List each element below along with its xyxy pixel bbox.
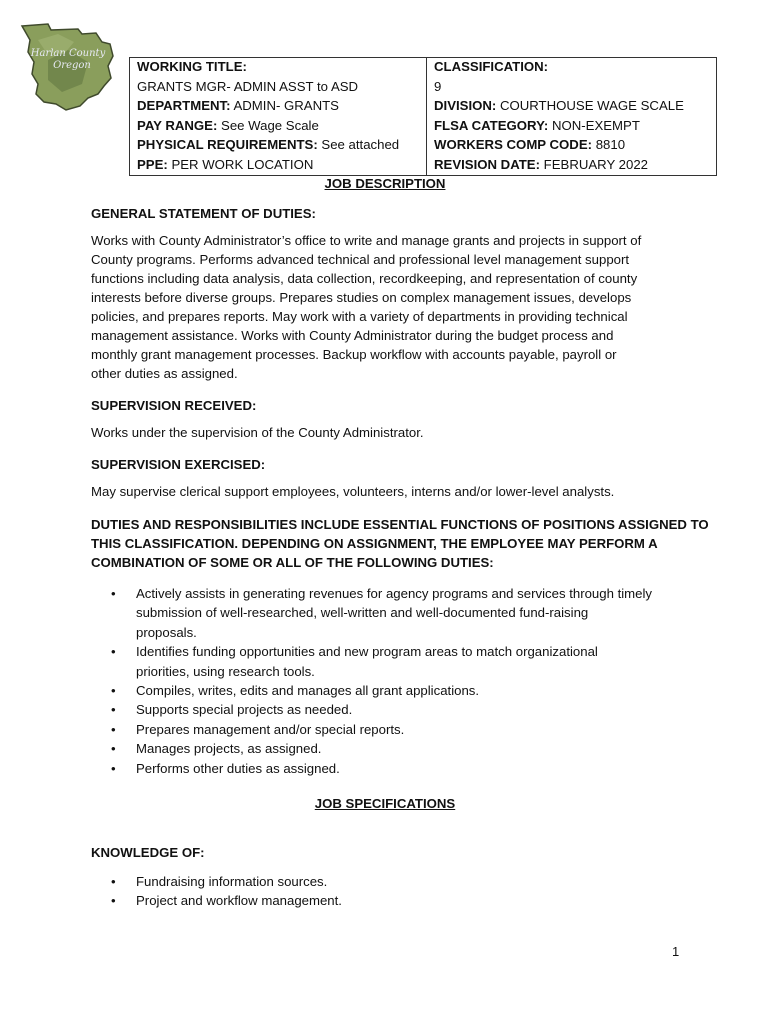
duty-line: • Identifies funding opportunities and new program areas to match organizational <box>136 644 598 660</box>
supervision-received-heading: SUPERVISION RECEIVED: <box>91 398 257 413</box>
department-label: DEPARTMENT: <box>137 98 231 113</box>
physical-requirements-label: PHYSICAL REQUIREMENTS: <box>137 137 318 152</box>
general-line: policies, and prepares reports. May work with a variety of departments in providing technical <box>91 309 628 324</box>
division-value: COURTHOUSE WAGE SCALE <box>499 98 684 113</box>
job-header-table <box>129 57 717 176</box>
job-description-title: JOB DESCRIPTION <box>324 176 446 191</box>
duties-heading-line: DUTIES AND RESPONSIBILITIES INCLUDE ESSENTIAL FUNCTIONS OF POSITIONS ASSIGNED TO <box>91 517 709 532</box>
duty-line: • Prepares management and/or special reports. <box>136 721 405 737</box>
physical-requirements-value: See attached <box>321 137 400 152</box>
logo-text: Harlan County <box>30 48 106 59</box>
knowledge-heading: KNOWLEDGE OF: <box>91 845 205 860</box>
duties-heading <box>91 515 711 572</box>
header-left-cell <box>130 58 427 176</box>
list-item: • Project and workflow management. <box>135 891 691 910</box>
general-statement-heading: GENERAL STATEMENT OF DUTIES: <box>91 206 316 221</box>
duty-line: submission of well-researched, well-written and well-documented fund-raising <box>136 605 589 621</box>
workers-comp-label: WORKERS COMP CODE: <box>434 137 593 152</box>
general-line: monthly grant management processes. Backup workflow with accounts payable, payroll or <box>91 347 617 362</box>
supervision-exercised-text: May supervise clerical support employees, volunteers, interns and/or lower-level analysts. <box>91 484 615 499</box>
duties-heading-line: THIS CLASSIFICATION. DEPENDING ON ASSIGNMENT, THE EMPLOYEE MAY PERFORM A <box>91 536 658 551</box>
general-line: other duties as assigned. <box>91 366 238 381</box>
supervision-received-text: Works under the supervision of the County Administrator. <box>91 425 424 440</box>
duty-line: • Supports special projects as needed. <box>136 702 353 718</box>
flsa-label: FLSA CATEGORY: <box>434 117 549 133</box>
list-item <box>135 642 711 681</box>
duty-line: • Actively assists in generating revenues for agency programs and services through timely <box>136 586 653 601</box>
classification-label: CLASSIFICATION: <box>434 59 549 74</box>
list-item <box>135 720 711 739</box>
flsa-value: NON-EXEMPT <box>551 117 640 133</box>
duties-heading-line: COMBINATION OF SOME OR ALL OF THE FOLLOWING DUTIES: <box>91 555 494 570</box>
list-item <box>135 739 711 758</box>
list-item <box>135 759 711 778</box>
workers-comp-value: 8810 <box>595 137 626 152</box>
general-statement-section <box>91 206 691 383</box>
supervision-exercised-section <box>91 457 691 501</box>
general-line: functions including data analysis, data collection, recordkeeping, and representation of county <box>91 271 638 286</box>
svg-text:Oregon: Oregon <box>53 60 91 71</box>
duty-line: • Manages projects, as assigned. <box>136 741 322 757</box>
general-line: interests before diverse groups. Prepares studies on complex management issues, develops <box>91 290 632 305</box>
revision-date-label: REVISION DATE: <box>434 156 540 172</box>
county-map-logo <box>18 20 118 112</box>
header-right-cell <box>427 58 717 176</box>
supervision-received-section <box>91 398 691 442</box>
list-item <box>135 584 711 642</box>
revision-date-value: FEBRUARY 2022 <box>543 156 649 172</box>
page-number: 1 <box>672 944 680 959</box>
ppe-label: PPE: <box>137 156 168 172</box>
knowledge-list <box>91 872 691 911</box>
division-label: DIVISION: <box>434 98 497 113</box>
general-line: management assistance. Works with County Administrator during the budget process and <box>91 328 614 343</box>
knowledge-section <box>91 845 691 911</box>
list-item <box>135 700 711 719</box>
classification-value: 9 <box>434 78 442 94</box>
general-line: County programs. Performs advanced technical and professional level management support <box>91 252 630 267</box>
list-item: • Fundraising information sources. <box>135 872 691 891</box>
duty-line: priorities, using research tools. <box>136 663 315 679</box>
duties-section <box>91 515 711 778</box>
general-line: Works with County Administrator’s office to write and manage grants and projects in support of <box>91 233 642 248</box>
working-title-label: WORKING TITLE: <box>137 59 247 74</box>
pay-range-label: PAY RANGE: <box>137 117 218 133</box>
duties-list <box>91 584 711 778</box>
duty-line: proposals. <box>136 624 197 640</box>
job-specifications-title: JOB SPECIFICATIONS <box>314 796 456 811</box>
duty-line: • Performs other duties as assigned. <box>136 760 340 776</box>
supervision-exercised-heading: SUPERVISION EXERCISED: <box>91 457 266 472</box>
list-item <box>135 681 711 700</box>
pay-range-value: See Wage Scale <box>221 117 319 133</box>
ppe-value: PER WORK LOCATION <box>171 156 314 172</box>
department-value: ADMIN- GRANTS <box>233 98 339 113</box>
duty-line: • Compiles, writes, edits and manages all grant applications. <box>136 683 480 699</box>
working-title-value: GRANTS MGR- ADMIN ASST to ASD <box>137 78 359 94</box>
